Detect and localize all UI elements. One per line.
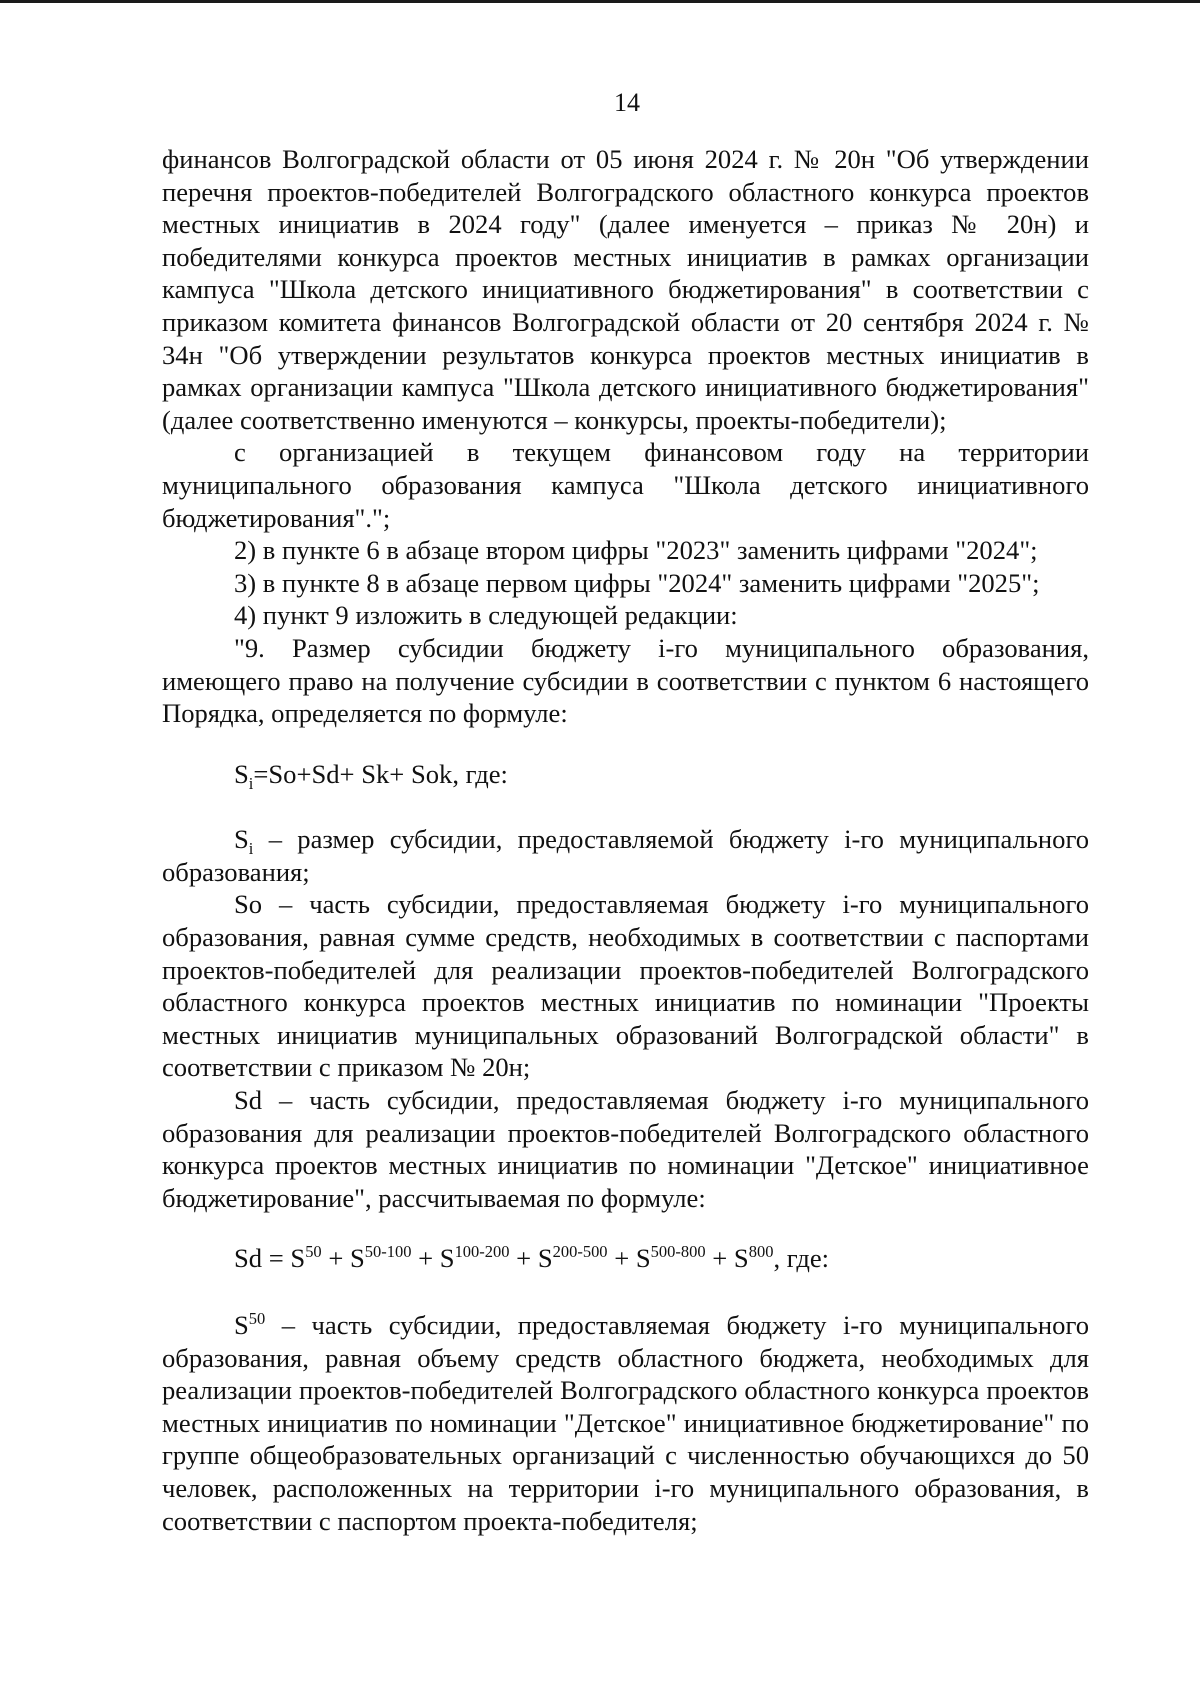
definition-si-text: размер субсидии, предоставляемой бюджету i-го муниципального образования; (162, 824, 1089, 887)
scan-top-edge (0, 0, 1200, 3)
paragraph-item-3: 3) в пункте 8 в абзаце первом цифры "2024" заменить цифрами "2025"; (234, 567, 1040, 598)
formula-term-s: S (290, 1243, 306, 1274)
definition-so: So – часть субсидии, предоставляемая бюджету i-го муниципального образования, равная сумме средств, необходимых в соответствии с паспортами проектов-победителей для реализации проектов-победителей Волгоградского областного конкурса проектов местных инициатив по номинации "Проекты местных инициатив муниципальных образований Волгоградской области" в соответствии с приказом № 20н; (162, 889, 1089, 1083)
formula-sup-50: 50 (305, 1242, 322, 1262)
definition-s50 (162, 1309, 1089, 1537)
formula-index-i: i (248, 773, 254, 793)
formula-expression: =So+Sd+ Sk+ Sok, где: (253, 758, 508, 789)
paragraph-point-9: "9. Размер субсидии бюджету i-го муниципального образования, имеющего право на получение субсидии в соответствии с пунктом 6 настоящего Порядка, определяется по формуле: (162, 632, 1089, 729)
definition-si (162, 823, 1089, 888)
document-body (162, 143, 1089, 1537)
definition-dash: – (253, 824, 298, 855)
paragraph-item-2: 2) в пункте 6 в абзаце втором цифры "2023" заменить цифрами "2024"; (234, 535, 1038, 566)
formula-sup-500-800: 500-800 (650, 1242, 706, 1262)
paragraph-item-4: 4) пункт 9 изложить в следующей редакции: (234, 600, 738, 631)
formula-plus: + (509, 1243, 538, 1274)
formula-plus: + (705, 1243, 734, 1274)
formula-subsidy-total (162, 758, 1089, 791)
formula-sd (162, 1242, 1089, 1275)
formula-sd-lhs: Sd = (234, 1243, 291, 1274)
definition-s50-text: – часть субсидии, предоставляемая бюджету i-го муниципального образования, равная объему средств областного бюджета, необходимых для реализации проектов-победителей Волгоградского областного конкурса проектов местных инициатив по номинации "Детское" инициативное бюджетирование" по группе общеобразовательных организаций с численностью обучающихся до 50 человек, расположенных на территории i-го муниципального образования, в соответствии с паспортом проекта-победителя; (162, 1310, 1089, 1536)
definition-s50-symbol: S (234, 1310, 249, 1340)
definition-sd: Sd – часть субсидии, предоставляемая бюджету i-го муниципального образования для реализации проектов-победителей Волгоградского областного конкурса проектов местных инициатив по номинации "Детское" инициативное бюджетирование", рассчитываемая по формуле: (162, 1085, 1089, 1213)
formula-term-s: S (537, 1243, 553, 1274)
formula-sup-200-500: 200-500 (552, 1242, 608, 1262)
definition-s50-sup: 50 (248, 1309, 266, 1329)
formula-sup-800: 800 (748, 1242, 774, 1262)
definition-index-i: i (248, 839, 254, 859)
formula-symbol-s: S (234, 758, 249, 789)
formula-plus: + (411, 1243, 440, 1274)
formula-plus: + (321, 1243, 350, 1274)
formula-term-s: S (349, 1243, 365, 1274)
formula-term-s: S (439, 1243, 455, 1274)
definition-symbol-s: S (234, 824, 249, 855)
formula-term-s: S (635, 1243, 651, 1274)
formula-plus: + (607, 1243, 636, 1274)
paragraph-order-reference: финансов Волгоградской области от 05 июня 2024 г. № 20н "Об утверждении перечня проектов-победителей Волгоградского областного конкурса проектов местных инициатив в 2024 году" (далее именуется – приказ № 20н) и победителями конкурса проектов местных инициатив в рамках организации кампуса "Школа детского инициативного бюджетирования" в соответствии с приказом комитета финансов Волгоградской области от 20 сентября 2024 г. № 34н "Об утверждении результатов конкурса проектов местных инициатив в рамках организации кампуса "Школа детского инициативного бюджетирования" (далее соответственно именуются – конкурсы, проекты-победители); (162, 144, 1089, 435)
formula-sd-tail: , где: (773, 1243, 830, 1274)
formula-term-s: S (733, 1243, 749, 1274)
page-number: 14 (614, 88, 640, 117)
paragraph-campus-organization: с организацией в текущем финансовом году на территории муниципального образования кампуса "Школа детского инициативного бюджетирования"."; (162, 437, 1089, 533)
formula-sup-50-100: 50-100 (364, 1242, 412, 1262)
formula-sup-100-200: 100-200 (454, 1242, 510, 1262)
